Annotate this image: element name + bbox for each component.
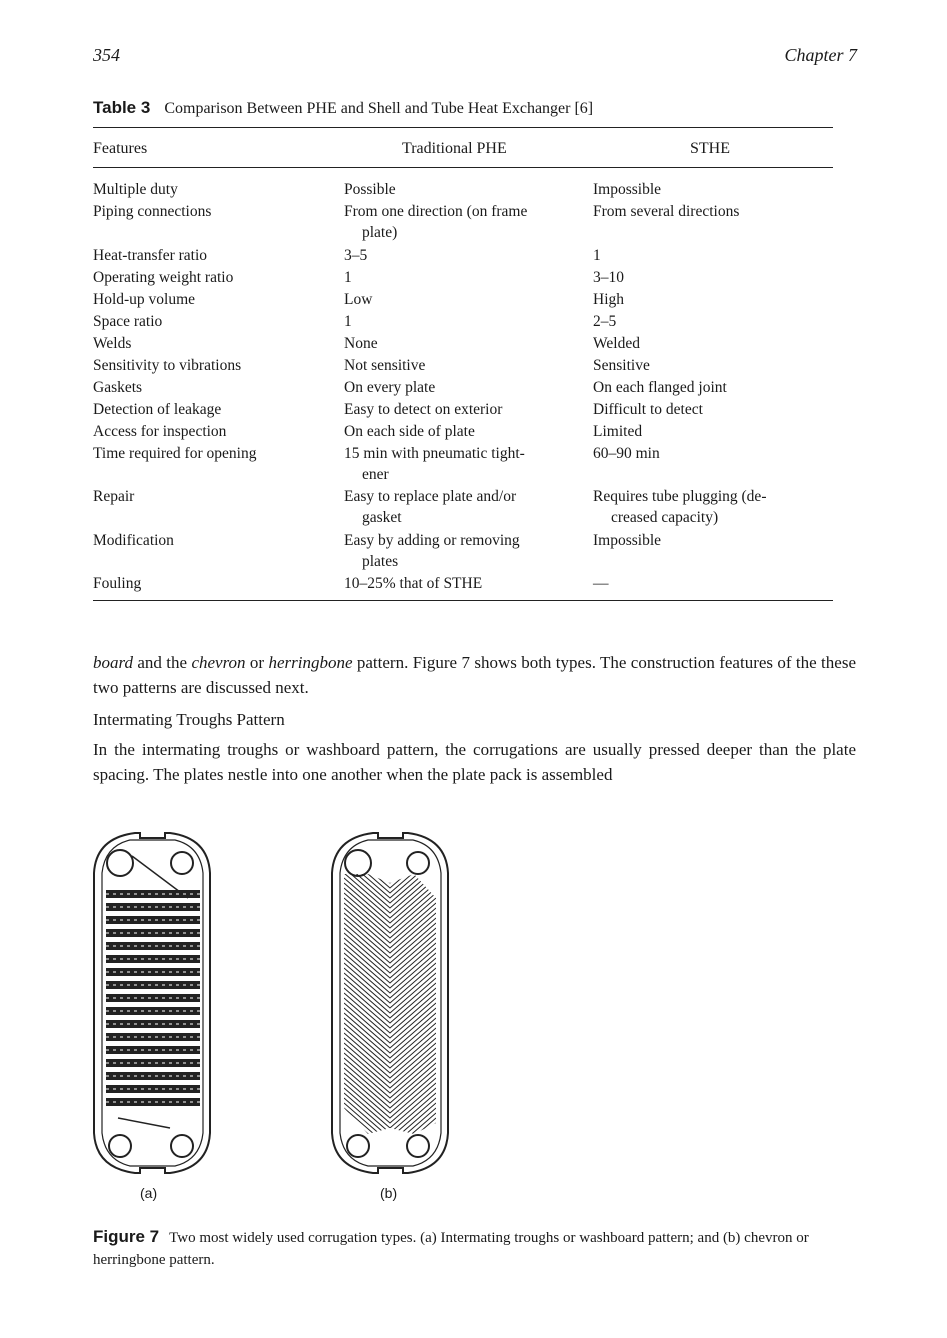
cell-feature (93, 421, 333, 442)
cell-line: Repair (93, 488, 135, 505)
cell-phe (344, 377, 576, 398)
cell-line: 15 min with pneumatic tight- (344, 444, 525, 462)
cell-line: From one direction (on frame (344, 203, 528, 220)
cell-feature (93, 486, 333, 507)
plate-a-washboard-drawing (90, 828, 215, 1178)
cell-line: High (593, 290, 624, 308)
cell-line: Piping connections (93, 203, 212, 220)
term-herringbone: herringbone (268, 653, 353, 672)
cell-line: Time required for opening (93, 444, 257, 462)
cell-line: Limited (593, 422, 643, 440)
chevron-line (344, 1118, 436, 1158)
cell-line: On each side of plate (344, 422, 475, 440)
cell-phe (344, 355, 576, 376)
cell-sthe (593, 573, 833, 594)
para-text: pattern. Figure 7 shows both types. The construction features of the these two patterns are discussed next. (93, 653, 856, 697)
cell-phe (344, 486, 576, 528)
figure-caption (93, 1226, 856, 1271)
cell-sthe (593, 443, 833, 464)
cell-feature (93, 530, 333, 551)
plate-b-chevron-drawing (328, 828, 453, 1178)
cell-line: Modification (93, 531, 174, 549)
term-chevron: chevron (191, 653, 246, 672)
cell-feature (93, 355, 333, 376)
chevron-line (344, 828, 436, 868)
cell-line: 1 (593, 246, 601, 264)
cell-feature (93, 399, 333, 420)
cell-line: 60–90 min (593, 444, 660, 462)
figure-caption-label: Figure 7 (93, 1227, 160, 1246)
cell-feature (93, 179, 333, 200)
cell-feature (93, 245, 333, 266)
cell-sthe (593, 355, 833, 376)
figure-label-a: (a) (140, 1185, 158, 1201)
cell-line: Easy by adding or removing (344, 531, 520, 549)
body-paragraph-1 (93, 650, 856, 700)
cell-line: 1 (344, 268, 352, 286)
cell-line: Fouling (93, 575, 142, 592)
cell-sthe (593, 399, 833, 420)
cell-sthe (593, 333, 833, 354)
cell-line: Heat-transfer ratio (93, 246, 208, 264)
table-caption-text: Comparison Between PHE and Shell and Tube Heat Exchanger [6] (164, 100, 594, 117)
chevron-line (344, 828, 436, 863)
cell-line: None (344, 334, 378, 352)
cell-line: Easy to replace plate and/or (344, 488, 517, 505)
cell-phe (344, 530, 576, 572)
cell-feature (93, 267, 333, 288)
cell-line: 3–5 (344, 246, 368, 264)
table-header-sthe: STHE (690, 140, 730, 157)
cell-line: Possible (344, 181, 396, 198)
cell-line: plate) (362, 224, 398, 241)
table-caption (93, 98, 593, 118)
cell-line: Impossible (593, 531, 662, 549)
cell-sthe (593, 201, 833, 222)
cell-feature (93, 377, 333, 398)
cell-line: plates (362, 552, 399, 570)
cell-line: Multiple duty (93, 181, 178, 198)
cell-phe (344, 311, 576, 332)
cell-feature (93, 201, 333, 222)
cell-line: Low (344, 290, 373, 308)
table-header-features: Features (93, 140, 148, 157)
table-top-rule (93, 127, 833, 128)
chevron-line (344, 1138, 436, 1178)
cell-sthe (593, 179, 833, 200)
cell-line: Operating weight ratio (93, 268, 234, 286)
cell-phe (344, 289, 576, 310)
figure-caption-text: Two most widely used corrugation types. (a) Intermating troughs or washboard pattern; and (b) chevron or herringbone pattern. (93, 1230, 809, 1268)
cell-line: On each flanged joint (593, 378, 727, 396)
cell-sthe (593, 311, 833, 332)
cell-line: Access for inspection (93, 422, 227, 440)
cell-sthe (593, 377, 833, 398)
cell-sthe (593, 530, 833, 551)
cell-line: creased capacity) (611, 509, 719, 526)
chevron-line (344, 848, 436, 888)
cell-line: — (593, 575, 609, 592)
cell-line: gasket (362, 509, 402, 526)
cell-line: From several directions (593, 203, 740, 220)
cell-line: Sensitive (593, 356, 650, 374)
cell-feature (93, 573, 333, 594)
cell-line: Difficult to detect (593, 400, 703, 418)
cell-phe (344, 245, 576, 266)
table-bottom-rule (93, 600, 833, 601)
cell-line: Easy to detect on exterior (344, 400, 503, 418)
chevron-line (344, 858, 436, 898)
table-label: Table 3 (93, 98, 151, 117)
cell-line: Requires tube plugging (de- (593, 488, 767, 505)
cell-phe (344, 267, 576, 288)
table-header-phe: Traditional PHE (402, 140, 507, 157)
cell-line: Detection of leakage (93, 400, 222, 418)
cell-feature (93, 311, 333, 332)
cell-sthe (593, 486, 833, 528)
cell-phe (344, 333, 576, 354)
cell-line: 10–25% that of STHE (344, 575, 483, 592)
cell-line: Not sensitive (344, 356, 426, 374)
chevron-line (344, 828, 436, 833)
cell-sthe (593, 245, 833, 266)
cell-feature (93, 443, 333, 464)
para-text: or (245, 653, 269, 672)
cell-phe (344, 573, 576, 594)
body-paragraph-2: In the intermating troughs or washboard pattern, the corrugations are usually pressed deeper than the plate spacing. The plates nestle into one another when the plate pack is assembled (93, 740, 856, 784)
cell-sthe (593, 289, 833, 310)
cell-feature (93, 289, 333, 310)
cell-line: Gaskets (93, 378, 143, 396)
cell-phe (344, 443, 576, 485)
cell-line: Space ratio (93, 312, 163, 330)
cell-phe (344, 201, 576, 243)
chapter-title: Chapter 7 (784, 45, 857, 65)
cell-phe (344, 399, 576, 420)
cell-line: Welded (593, 334, 640, 352)
cell-sthe (593, 421, 833, 442)
cell-line: Hold-up volume (93, 290, 196, 308)
cell-line: On every plate (344, 378, 436, 396)
cell-phe (344, 179, 576, 200)
chevron-line (344, 843, 436, 883)
cell-line: Sensitivity to vibrations (93, 356, 242, 374)
cell-line: Impossible (593, 181, 662, 198)
cell-sthe (593, 267, 833, 288)
page-number: 354 (93, 45, 120, 65)
chevron-line (344, 1113, 436, 1153)
table-header-rule (93, 167, 833, 168)
section-subheading: Intermating Troughs Pattern (93, 710, 285, 729)
cell-line: ener (362, 465, 389, 483)
cell-feature (93, 333, 333, 354)
cell-line: 3–10 (593, 268, 624, 286)
cell-line: 1 (344, 312, 352, 330)
cell-line: Welds (93, 334, 132, 352)
cell-phe (344, 421, 576, 442)
cell-line: 2–5 (593, 312, 617, 330)
para-text: and the (133, 653, 192, 672)
figure-label-b: (b) (380, 1185, 398, 1201)
term-washboard: board (93, 653, 133, 672)
